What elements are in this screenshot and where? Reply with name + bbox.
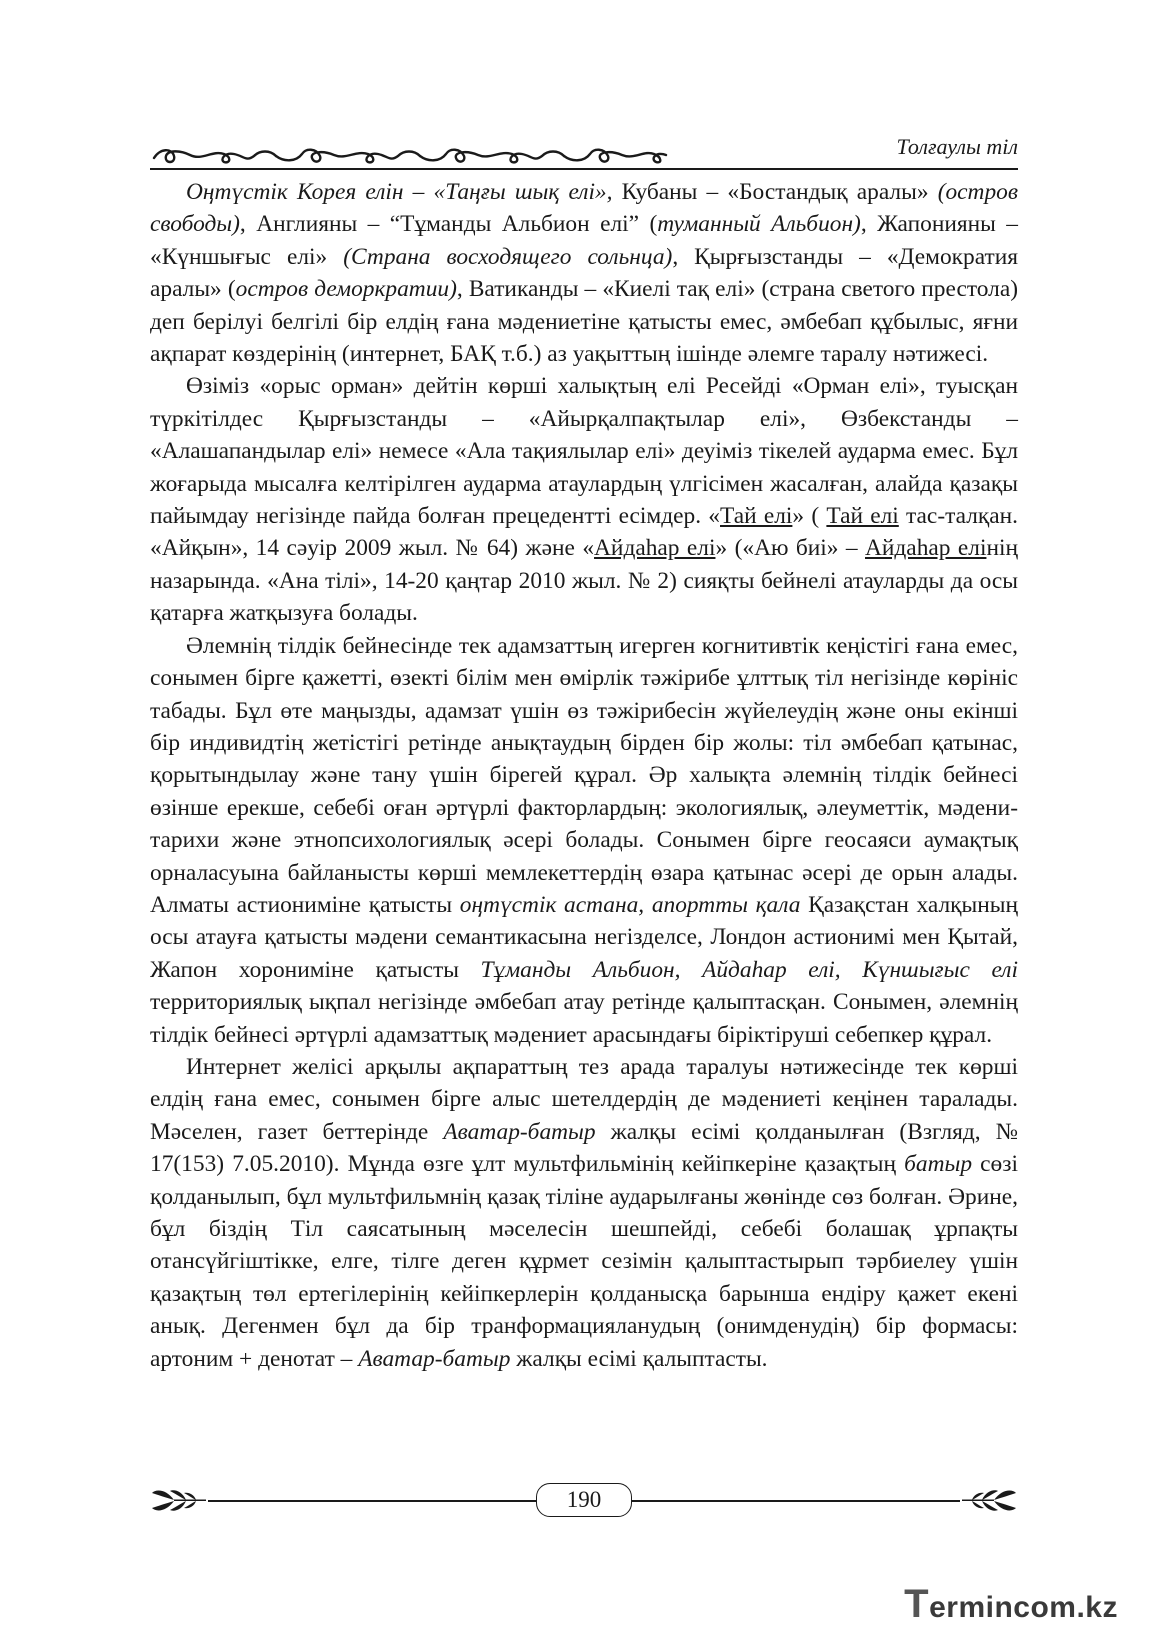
scroll-ornament-icon xyxy=(150,142,670,168)
paragraph xyxy=(150,176,1018,370)
italic-run: остров деморкратии) xyxy=(235,276,457,303)
text-run: жалқы есімі қалыптасты. xyxy=(510,1345,768,1372)
watermark-text-a: erminc xyxy=(929,1591,1031,1624)
text-run: нің назарында. «Ана тілі», 14-20 қаңтар 2010 жыл. № 2) сияқты бейнелі атауларды да осы қатарға жатқызуға болады. xyxy=(150,535,1018,627)
paragraph xyxy=(150,370,1018,629)
text-run: Интернет желісі арқылы ақпараттың тез арада таралуы нәтижесінде тек көрші елдің ғана емес, сонымен бірге алыс шетелдердің де мәдениеті кеңінен таралады. Мәселен, газет беттерінде xyxy=(150,1053,1018,1145)
text-run: Әлемнің тілдік бейнесінде тек адамзаттың игерген когнитивтік кеңістігі ғана емес, сонымен бірге қажетті, өзекті білім мен өмірлік тәжірибе ұлттық тіл негізінде көрініс табады. Бұл өте маңызды, адамзат үшін өз тәжірибесін жүйелеудің және оны екінші бір индивидтің жетістігі ретінде анықтаудың бірден бір жолы: тіл әмбебап қатынас, қорытындылау және тану үшін бірегей құрал. Әр халықта әлемнің тілдік бейнесі өзінше ерекше, себебі оған әртүрлі факторлардың: экологиялық, әлеуметтік, мәдени-тарихи және этнопсихологиялық әсері болады. Сонымен бірге геосаяси аумақтық орналасуына байланысты көрші мемлекеттердің өзара қатынас әсері де орын алады. Алматы астиониміне қатысты xyxy=(150,632,1018,918)
italic-run: оңтүстік астана, апортты қала xyxy=(459,891,801,918)
text-run: сөзі қолданылып, бұл мультфильмнің қазақ тіліне аударылғаны жөнінде сөз болған. Әрине, бұл біздің Тіл саясатының мәселесін шешпейді, себебі болашақ ұрпақты отансүйгіштікке, елге, тілге деген құрмет сезімін қалыптастырып тәрбиелеу үшін қазақтың төл ертегілерінің кейіпкерлерін қолданысқа барынша ендіру қажет екені анық. Дегенмен бұл да бір транформацияланудың (онимденудің) бір формасы: артоним + денотат – xyxy=(150,1151,1018,1372)
leaf-ornament-icon xyxy=(150,1487,206,1515)
page-header xyxy=(150,134,1018,170)
text-run: Өзіміз «орыс орман» дейтін көрші халықтың елі Ресейді «Орман елі», туысқан түркітілдес Қырғызстанды – «Айырқалпақтылар елі», Өзбекстанды – «Алашапандылар елі» немесе «Ала тақиялылар елі» деуіміз тікелей аударма емес. Бұл жоғарыда мысалға келтірілген аударма атаулардың үлгісімен жасалған, алайда қазақы пайымдау негізінде пайда болған прецедентті есімдер. « xyxy=(150,373,1018,530)
italic-run: туманный Альбион) xyxy=(657,211,861,238)
text-run: » («Аю биі» – xyxy=(715,535,865,562)
text-run: , Қырғызстанды – «Демократия аралы» ( xyxy=(150,243,1019,303)
paragraph xyxy=(150,1051,1018,1375)
italic-run: Аватар-батыр xyxy=(358,1345,511,1372)
watermark-o-icon: o xyxy=(1030,1591,1050,1624)
page-footer xyxy=(150,1481,1018,1521)
underlined-run: Тай елі xyxy=(826,503,899,530)
paragraph xyxy=(150,630,1018,1051)
text-run: , Ватиканды – «Киелі тақ елі» (страна светого престола) деп берілуі белгілі бір елдің ғана мәдениетіне қатысты емес, әмбебап құбылыс, яғни ақпарат көздерінің (интернет, БАҚ т.б.) аз уақыттың ішінде әлемге таралу нәтижесі. xyxy=(150,276,1018,368)
text-run: , Жапонияны – «Күншығыс елі» xyxy=(150,211,1018,270)
underlined-run: Айдаһар елі xyxy=(865,535,987,562)
text-run: жалқы есімі қолданылған (Взгляд, № 17(153) 7.05.2010). Мұнда өзге ұлт мультфильмінің кейіпкеріне қазақтың xyxy=(150,1118,1018,1178)
text-run: тас-талқан. «Айқын», 14 сәуір 2009 жыл. № 64) және « xyxy=(150,503,1018,562)
italic-run: (остров свободы) xyxy=(150,179,1018,238)
italic-run: Тұманды Альбион, Айдаһар елі, Күншығыс елі xyxy=(480,956,1018,983)
leaf-ornament-icon xyxy=(962,1487,1018,1515)
footer-rule-right xyxy=(632,1500,960,1502)
watermark-letter: T xyxy=(904,1582,930,1626)
site-watermark xyxy=(904,1582,1118,1627)
body-text xyxy=(150,176,1018,1375)
text-run: » ( xyxy=(792,503,827,530)
italic-run: Оңтүстік Корея елін – «Таңғы шық елі», xyxy=(186,179,613,205)
italic-run: батыр xyxy=(904,1151,973,1178)
italic-run: (Страна восходящего сольнца) xyxy=(343,243,673,270)
running-title: Толғаулы тіл xyxy=(896,134,1018,159)
header-rule xyxy=(150,168,1018,170)
underlined-run: Айдаһар елі xyxy=(594,535,716,562)
text-run: Қазақстан халқының осы атауға қатысты мәдени семантикасына негізделсе, Лондон астионимі мен Қытай, Жапон хоронимiне қатысты xyxy=(150,891,1019,983)
watermark-text-b: m.kz xyxy=(1049,1591,1118,1624)
italic-run: Аватар-батыр xyxy=(443,1118,596,1145)
text-run: Кубаны – «Бостандық аралы» xyxy=(612,179,938,205)
page-number: 190 xyxy=(536,1483,632,1517)
text-run: территориялық ықпал негізінде әмбебап атау ретінде қалыптасқан. Сонымен, әлемнің тілдік бейнесі әртүрлі адамзаттық мәдениет арасындағы біріктіруші себепкер құрал. xyxy=(150,989,1018,1048)
text-run: , Англияны – “Тұманды Альбион елі” ( xyxy=(239,211,658,238)
underlined-run: Тай елі xyxy=(720,503,793,530)
footer-rule-left xyxy=(208,1500,536,1502)
